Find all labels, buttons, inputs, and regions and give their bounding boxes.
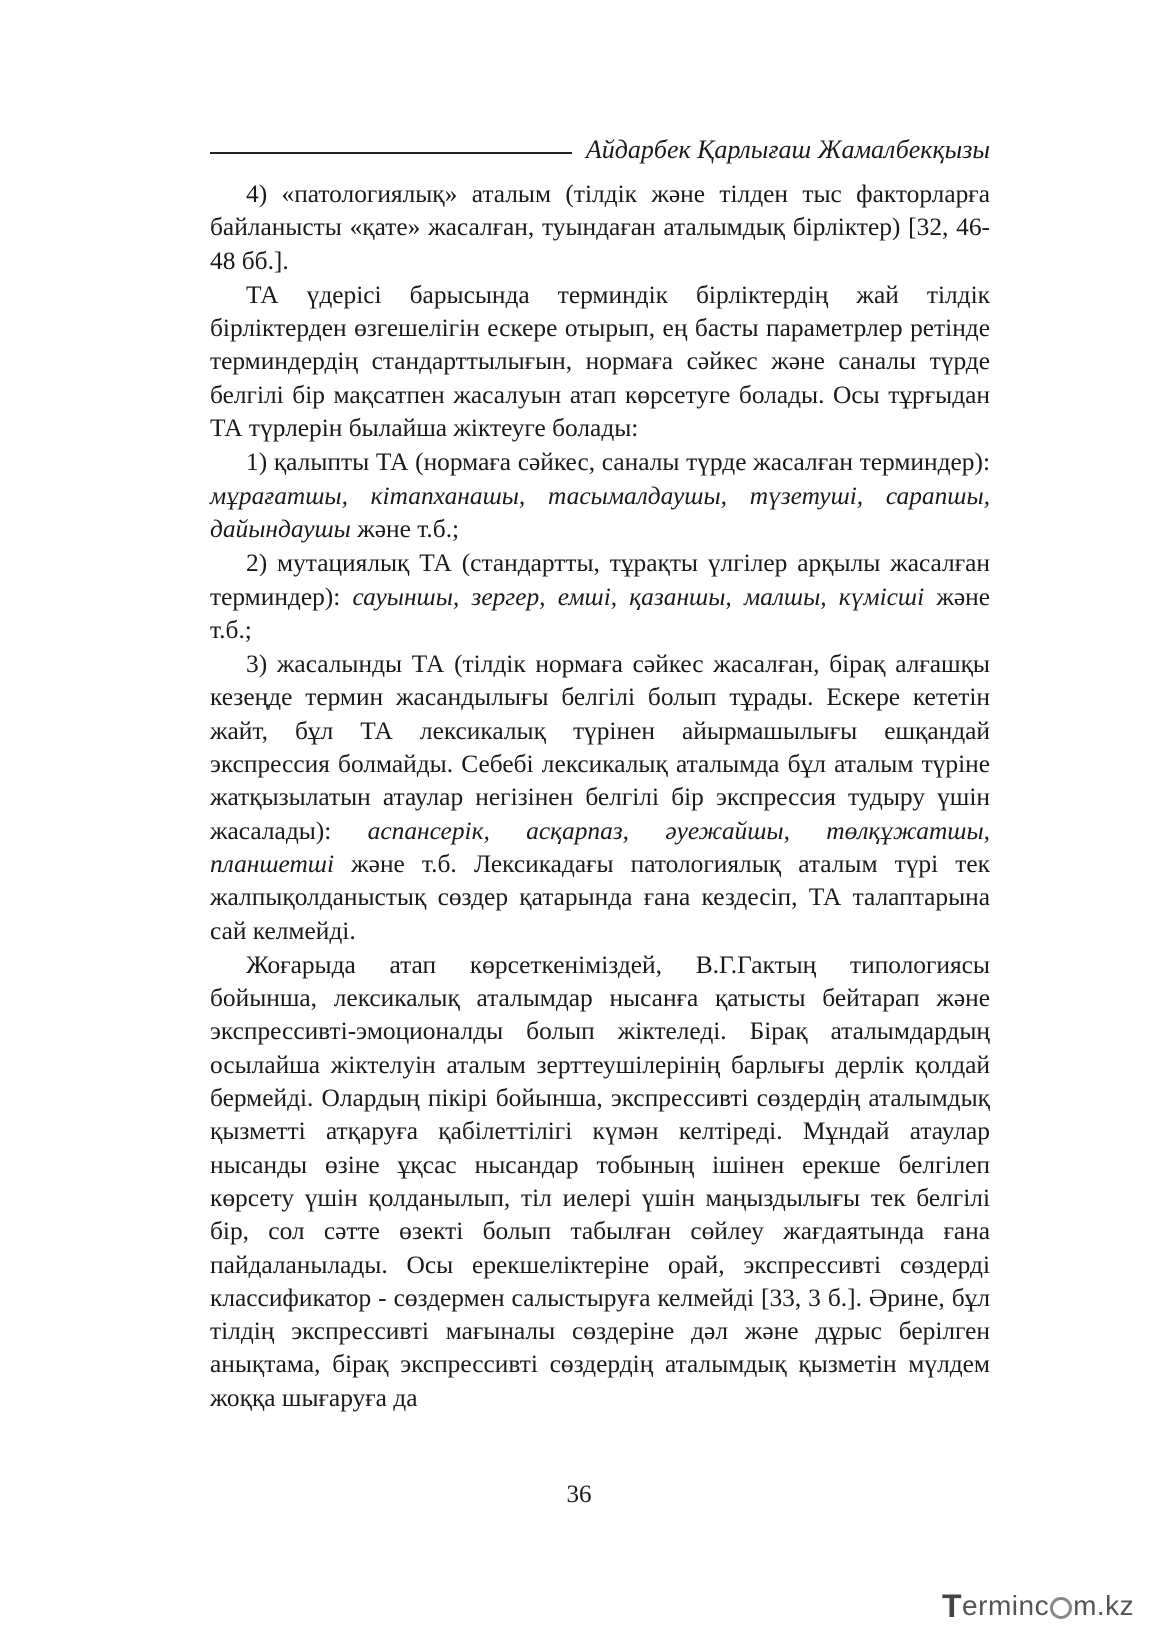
text-run: және т.б.; [210,582,990,644]
paragraph [210,648,990,948]
watermark-letter: T [942,1587,963,1624]
text-run: және т.б. Лексикадағы патологиялық аталым түрі тек жалпықолданыстық сөздер қатарында ғана кездесіп, ТА талаптарына сай келмейді. [210,849,990,945]
text-run: 4) «патологиялық» аталым (тілдік және тілден тыс факторларға байланысты «қате» жасалған, туындаған аталымдық бірліктер) [32, 46-48 бб.]. [210,180,990,275]
running-header [210,128,990,172]
page-number: 36 [566,1481,592,1508]
paragraph [210,446,990,546]
watermark-logo [942,1588,1134,1624]
paragraph [210,547,990,647]
italic-examples: сауыншы, зергер, емші, қазаншы, малшы, күмісші [352,582,925,611]
watermark-text: m.kz [1073,1590,1135,1621]
body-text [210,178,990,1415]
text-run: 2) мутациялық ТА (стандартты, тұрақты үлгілер арқылы жасалған терминдер): [210,549,990,611]
text-run: ТА үдерісі барысында терминдік бірліктердің жай тілдік бірліктерден өзгешелігін ескере отырып, ең басты параметрлер ретінде терминдердің стандарттылығын, нормаға сәйкес және саналы түрде белгілі бір мақсатпен жасалуын атап көрсетуге болады. Осы тұрғыдан ТА түрлерін былайша жіктеуге болады: [210,280,990,443]
paragraph [210,178,990,278]
header-author: Айдарбек Қарлығаш Жамалбекқызы [585,135,990,164]
italic-examples: аспансерік, асқарпаз, әуежайшы, төлқұжатшы, планшетші [210,816,990,878]
text-run: 1) қалыпты ТА (нормаға сәйкес, саналы түрде жасалған терминдер): [246,448,990,477]
header-rule [210,152,572,154]
watermark-text: ermin [962,1590,1035,1621]
globe-icon [1050,1597,1072,1619]
paragraph [210,949,990,1415]
watermark-text: c [1034,1590,1050,1621]
text-run: Жоғарыда атап көрсеткеніміздей, В.Г.Гактың типологиясы бойынша, лексикалық аталымдар нысанға қатысты бейтарап және экспрессивті-эмоционалды болып жіктеледі. Бірақ аталымдардың осылайша жіктелуін аталым зерттеушілерінің барлығы дерлік қолдай бермейді. Олардың пікірі бойынша, экспрессивті сөздердің аталымдық қызметті атқаруға қабілеттілігі күмән келтіреді. Мұндай атаулар нысанды өзіне ұқсас нысандар тобының ішінен ерекше белгілеп көрсету үшін қолданылып, тіл иелері үшін маңыздылығы тек белгілі бір, сол сәтте өзекті болып табылған сөйлеу жағдаятында ғана пайдаланылады. Осы ерекшеліктеріне орай, экспрессивті сөздерді классификатор - сөздермен салыстыруға келмейді [33, 3 б.]. Әрине, бұл тілдің экспрессивті мағыналы сөздеріне дәл және дұрыс берілген анықтама, бірақ экспрессивті сөздердің аталымдық қызметін мүлдем жоққа шығаруға да [210,950,990,1412]
italic-examples: мұрағатшы, кітапханашы, тасымалдаушы, түзетуші, сарапшы, дайындаушы [210,481,990,543]
text-run: және т.б.; [350,514,460,543]
text-run: 3) жасалынды ТА (тілдік нормаға сәйкес жасалған, бірақ алғашқы кезеңде термин жасандылығы белгілі болып тұрады. Ескере кететін жайт, бұл ТА лексикалық түрінен айырмашылығы ешқандай экспрессия болмайды. Себебі лексикалық аталымда бұл аталым түріне жатқызылатын атаулар негізінен белгілі бір экспрессия тудыру үшін жасалады): [210,650,990,845]
paragraph [210,279,990,445]
